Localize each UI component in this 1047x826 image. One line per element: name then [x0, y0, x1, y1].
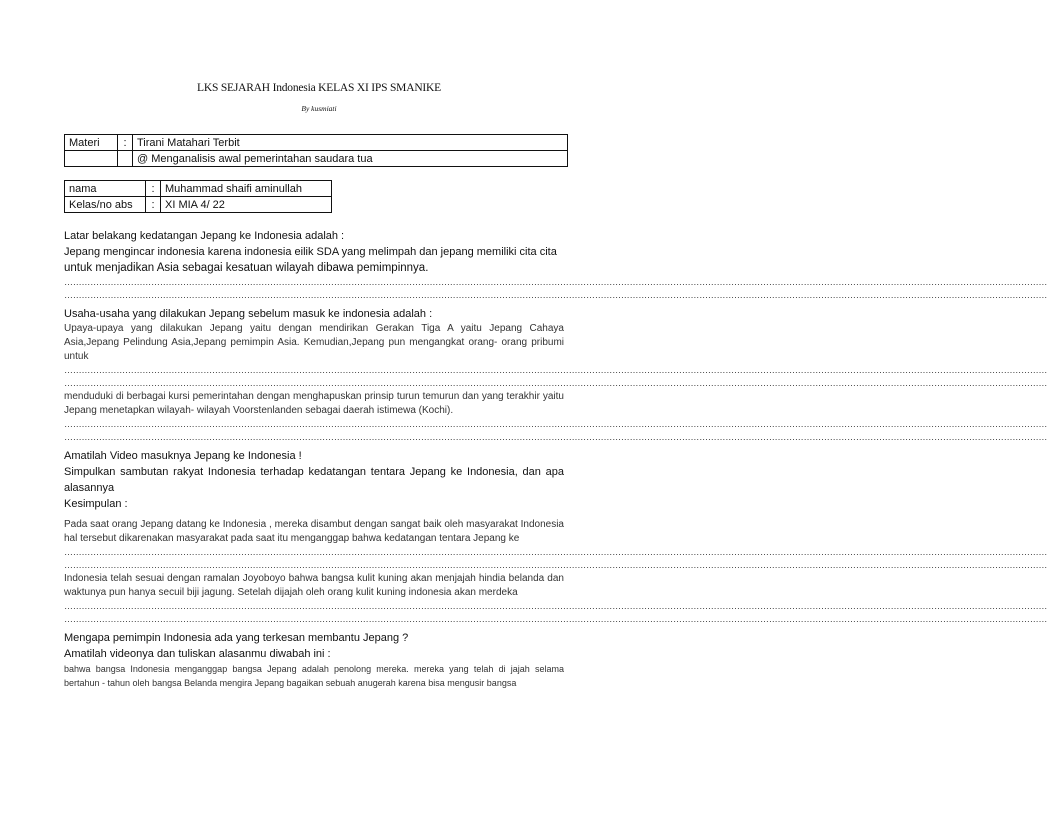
answer-4: bahwa bangsa Indonesia menganggap bangsa Jepang adalah penolong mereka. mereka yang telah di jajah selama bertahun - tahun oleh bangsa Belanda mengira Jepang bagaikan sebuah anugerah karena bisa mengusir bangsa [64, 664, 564, 688]
answer-1-line-2: untuk menjadikan Asia sebagai kesatuan wilayah dibawa pemimpinnya. [64, 262, 429, 274]
dotted-line: …………………………………………………………………………………………………………………………………………………………………………………………………………………………………………………………………………………………………………… [64, 601, 1047, 611]
dotted-line: …………………………………………………………………………………………………………………………………………………………………………………………………………………………………………………………………………………………………………… [64, 560, 1047, 570]
question-4-line-2: Amatilah videonya dan tuliskan alasanmu diwabah ini : [64, 648, 331, 660]
answer-3-part-1: Pada saat orang Jepang datang ke Indonesia , mereka disambut dengan sangat baik oleh masyarakat Indonesia hal tersebut dikarenakan masyarakat pada saat itu menganggap bahwa kedatangan tentara Jepang ke [64, 519, 564, 544]
dotted-line: …………………………………………………………………………………………………………………………………………………………………………………………………………………………………………………………………………………………………………… [64, 614, 1047, 624]
dotted-line: …………………………………………………………………………………………………………………………………………………………………………………………………………………………………………………………………………………………………………… [64, 432, 1047, 442]
answer-2-part-2: menduduki di berbagai kursi pemerintahan dengan menghapuskan prinsip turun temurun dan yang terakhir yaitu Jepang menetapkan wilayah- wilayah Voorstenlanden sebagai daerah istimewa (Kochi). [64, 391, 564, 416]
materi-label: Materi [65, 135, 118, 151]
class-separator: : [146, 197, 161, 213]
question-3-line-3: Kesimpulan : [64, 498, 128, 510]
question-2: Usaha-usaha yang dilakukan Jepang sebelum masuk ke indonesia adalah : [64, 308, 433, 320]
dotted-line: …………………………………………………………………………………………………………………………………………………………………………………………………………………………………………………………………………………………………………… [64, 277, 1047, 287]
dotted-line: …………………………………………………………………………………………………………………………………………………………………………………………………………………………………………………………………………………………………………… [64, 378, 1047, 388]
dotted-line: …………………………………………………………………………………………………………………………………………………………………………………………………………………………………………………………………………………………………………… [64, 547, 1047, 557]
dotted-line: …………………………………………………………………………………………………………………………………………………………………………………………………………………………………………………………………………………………………………… [64, 365, 1047, 375]
class-value: XI MIA 4/ 22 [161, 197, 332, 213]
answer-1-line-1: Jepang mengincar indonesia karena indonesia eilik SDA yang melimpah dan jepang memiliki cita cita [64, 246, 557, 258]
materi-separator: : [118, 135, 133, 151]
materi-topic: Tirani Matahari Terbit [133, 135, 568, 151]
name-value: Muhammad shaifi aminullah [161, 181, 332, 197]
dotted-line: …………………………………………………………………………………………………………………………………………………………………………………………………………………………………………………………………………………………………………… [64, 290, 1047, 300]
materi-empty-cell [65, 151, 118, 167]
worksheet-author: By kusmiati [301, 104, 337, 113]
dotted-line: …………………………………………………………………………………………………………………………………………………………………………………………………………………………………………………………………………………………………………… [64, 419, 1047, 429]
name-separator: : [146, 181, 161, 197]
student-table [64, 180, 332, 213]
materi-objective: @ Menganalisis awal pemerintahan saudara tua [133, 151, 568, 167]
worksheet-content [64, 228, 1047, 690]
worksheet-title: LKS SEJARAH Indonesia KELAS XI IPS SMANIKE [197, 82, 441, 94]
materi-empty-cell [118, 151, 133, 167]
question-1: Latar belakang kedatangan Jepang ke Indonesia adalah : [64, 230, 345, 242]
answer-3-part-2: Indonesia telah sesuai dengan ramalan Joyoboyo bahwa bangsa kulit kuning akan menjajah hindia belanda dan waktunya pun hanya secuil biji jagung. Setelah dijajah oleh orang kulit kuning indonesia akan merdeka [64, 573, 564, 598]
answer-2-part-1: Upaya-upaya yang dilakukan Jepang yaitu dengan mendirikan Gerakan Tiga A yaitu Jepang Cahaya Asia,Jepang Pelindung Asia,Jepang pemimpin Asia. Kemudian,Jepang pun mengangkat orang- orang pribumi untuk [64, 323, 564, 362]
materi-table [64, 134, 568, 167]
question-4-line-1: Mengapa pemimpin Indonesia ada yang terkesan membantu Jepang ? [64, 632, 409, 644]
question-3-line-2: Simpulkan sambutan rakyat Indonesia terhadap kedatangan tentara Jepang ke Indonesia, dan apa alasannya [64, 466, 564, 494]
class-label: Kelas/no abs [65, 197, 146, 213]
name-label: nama [65, 181, 146, 197]
question-3-line-1: Amatilah Video masuknya Jepang ke Indonesia ! [64, 450, 302, 462]
